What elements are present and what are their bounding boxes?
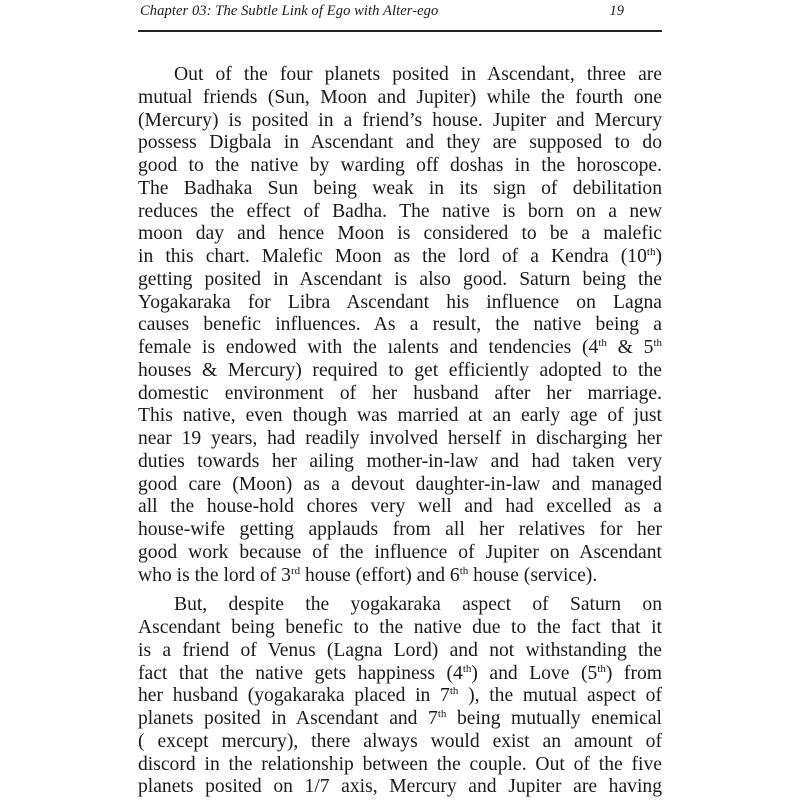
text-line: good care (Moon) as a devout daughter-in-law and managed xyxy=(138,473,662,495)
text-line: Ascendant being benefic to the native due to the fact that it xyxy=(138,617,662,638)
text-line: discord in the relationship between the couple. Out of the five xyxy=(138,753,662,775)
text-line: all the house-hold chores very well and had excelled as a xyxy=(138,496,662,518)
text-line: ( except mercury), there always would exist an amount of xyxy=(138,730,662,752)
text-line: The Badhaka Sun being weak in its sign of debilitation xyxy=(138,177,662,199)
book-page xyxy=(138,0,662,799)
ordinal-suffix: th xyxy=(598,337,607,349)
ordinal-suffix: rd xyxy=(290,564,301,577)
text-line: near 19 years, had readily involved herself in discharging her xyxy=(138,428,662,449)
text-line: in this chart. Malefic Moon as the lord of a Kendra (10th) xyxy=(138,246,662,267)
ordinal-suffix: th xyxy=(646,246,656,258)
ordinal-suffix: th xyxy=(437,708,447,720)
text-line: good work because of the influence of Jupiter on Ascendant xyxy=(138,541,662,563)
paragraph-2 xyxy=(138,594,662,799)
text-line: Yogakaraka for Libra Ascendant his influence on Lagna xyxy=(138,291,662,313)
text-line: moon day and hence Moon is considered to be a malefic xyxy=(138,223,662,245)
text-line: mutual friends (Sun, Moon and Jupiter) while the fourth one xyxy=(138,86,662,108)
text-line: planets posited in Ascendant and 7th being mutually enemical xyxy=(138,708,662,729)
text-line: is a friend of Venus (Lagna Lord) and not withstanding the xyxy=(138,639,662,661)
ordinal-suffix: th xyxy=(597,662,606,675)
text-line: who is the lord of 3rd house (effort) and 6th house (service). xyxy=(138,564,598,586)
chapter-title: Chapter 03: The Subtle Link of Ego with Alter-ego xyxy=(140,3,439,19)
text-line: domestic environment of her husband after her marriage. xyxy=(138,382,662,404)
body-text xyxy=(138,64,662,799)
text-line: her husband (yogakaraka placed in 7th ), the mutual aspect of xyxy=(138,685,662,707)
text-line: causes benefic influences. As a result, the native being a xyxy=(138,314,662,336)
text-line: This native, even though was married at an early age of just xyxy=(138,405,662,427)
text-line: duties towards her ailing mother-in-law and had taken very xyxy=(138,450,662,472)
text-line: good to the native by warding off doshas in the horoscope. xyxy=(138,155,662,176)
ordinal-suffix: th xyxy=(462,662,472,675)
text-line: reduces the effect of Badha. The native is born on a new xyxy=(138,200,662,222)
text-line: houses & Mercury) required to get efficiently adopted to the xyxy=(138,359,662,381)
text-line: getting posited in Ascendant is also good. Saturn being the xyxy=(138,268,662,290)
page-number: 19 xyxy=(609,3,624,19)
text-line: fact that the native gets happiness (4th) and Love (5th) from xyxy=(138,662,663,684)
paragraph-1 xyxy=(138,64,662,587)
ordinal-suffix: th xyxy=(449,685,459,698)
text-line: planets posited on 1/7 axis, Mercury and Jupiter are having xyxy=(138,776,662,798)
text-line: house-wife getting applauds from all her relatives for her xyxy=(138,519,662,540)
text-line: possess Digbala in Ascendant and they are supposed to do xyxy=(138,132,662,154)
ordinal-suffix: th xyxy=(459,564,469,577)
running-header xyxy=(138,0,662,32)
text-line: (Mercury) is posited in a friend’s house. Jupiter and Mercury xyxy=(138,109,662,131)
text-line: Out of the four planets posited in Ascendant, three are xyxy=(174,64,662,85)
text-line: But, despite the yogakaraka aspect of Saturn on xyxy=(174,594,662,616)
ordinal-suffix: th xyxy=(653,337,662,349)
text-line: female is endowed with the ıalents and tendencies (4th & 5th xyxy=(138,337,662,358)
